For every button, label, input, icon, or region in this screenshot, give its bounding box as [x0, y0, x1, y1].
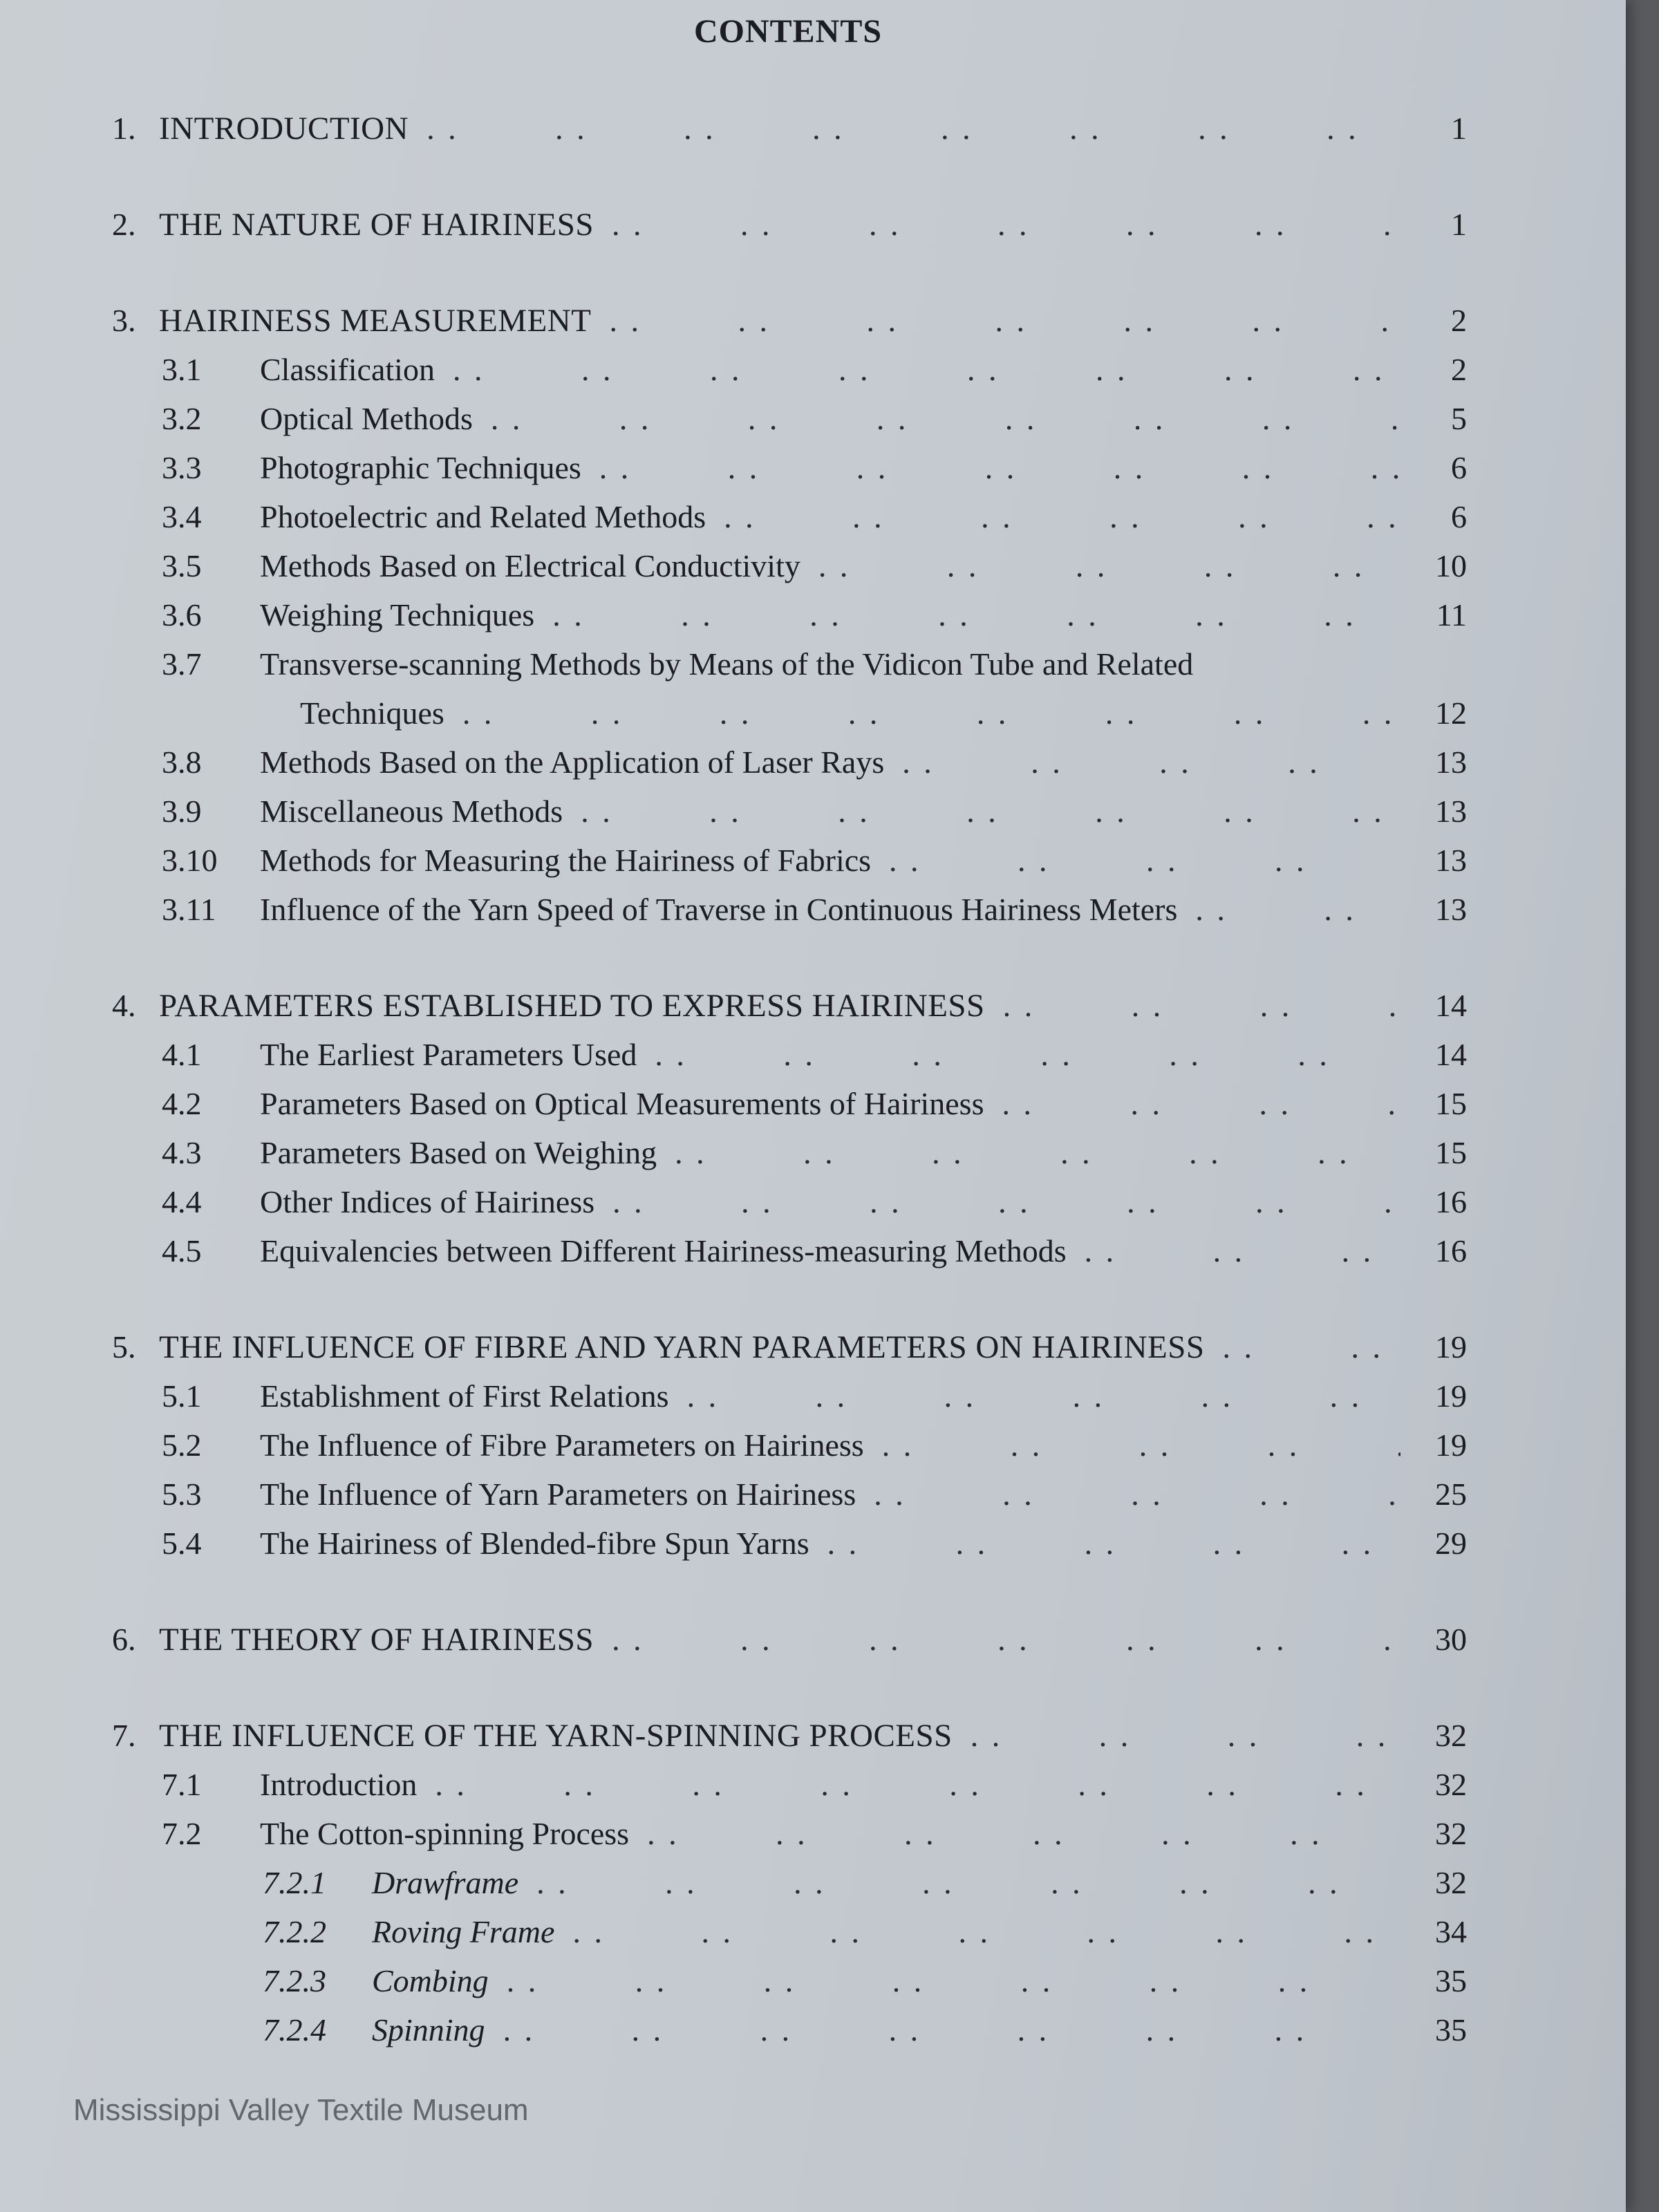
dot-leader — [462, 688, 1400, 738]
dot-leader — [427, 104, 1400, 153]
toc-entry-number: 4.3 — [162, 1135, 202, 1170]
dot-leader — [453, 345, 1400, 394]
toc-entry-label: PARAMETERS ESTABLISHED TO EXPRESS HAIRINESS — [159, 988, 985, 1024]
toc-entry-page: 5 — [1451, 401, 1467, 436]
toc-entry-number: 3.5 — [162, 548, 202, 583]
table-of-contents — [0, 104, 1626, 2054]
toc-entry-label: Photoelectric and Related Methods — [260, 499, 706, 534]
toc-entry — [0, 1470, 1626, 1519]
toc-entry-number: 7.2.4 — [263, 2012, 326, 2047]
dot-leader — [609, 296, 1400, 345]
toc-entry-page: 19 — [1435, 1378, 1467, 1414]
toc-entry-page: 32 — [1435, 1718, 1467, 1753]
toc-entry — [0, 1079, 1626, 1128]
toc-entry-page: 19 — [1435, 1427, 1467, 1463]
toc-entry-number: 7.2 — [162, 1816, 202, 1851]
dot-leader — [581, 787, 1400, 836]
toc-entry-number: 5.2 — [162, 1427, 202, 1463]
toc-entry-label: THE NATURE OF HAIRINESS — [159, 207, 594, 243]
toc-entry-label: Techniques — [300, 695, 444, 731]
toc-entry-label: The Earliest Parameters Used — [260, 1037, 637, 1072]
dot-leader — [552, 590, 1400, 639]
toc-entry-page: 32 — [1435, 1865, 1467, 1900]
toc-entry-number: 5. — [112, 1329, 136, 1365]
toc-entry — [0, 1177, 1626, 1226]
toc-entry-number: 4.2 — [162, 1086, 202, 1121]
toc-entry-page: 13 — [1435, 892, 1467, 927]
dot-leader — [1003, 981, 1400, 1030]
dot-leader — [889, 836, 1400, 885]
toc-entry-page: 32 — [1435, 1767, 1467, 1802]
dot-leader — [536, 1858, 1400, 1907]
toc-entry-page: 12 — [1435, 695, 1467, 731]
toc-entry-number: 3.11 — [162, 892, 216, 927]
toc-entry-page: 2 — [1451, 303, 1467, 338]
toc-entry — [0, 1128, 1626, 1177]
toc-entry-number: 5.4 — [162, 1526, 202, 1561]
toc-entry-label: Weighing Techniques — [260, 597, 535, 632]
toc-entry-page: 35 — [1435, 2012, 1467, 2047]
toc-entry-number: 7.2.2 — [263, 1914, 326, 1949]
dot-leader — [503, 2005, 1400, 2054]
dot-leader — [1223, 1322, 1401, 1371]
toc-entry-page: 30 — [1435, 1622, 1467, 1657]
toc-entry-number: 3.1 — [162, 352, 202, 387]
toc-entry — [0, 443, 1626, 492]
toc-entry-number: 3.10 — [162, 843, 218, 878]
toc-entry — [0, 1956, 1626, 2005]
watermark: Mississippi Valley Textile Museum — [73, 2093, 529, 2127]
toc-entry-label: THE THEORY OF HAIRINESS — [159, 1622, 594, 1658]
toc-entry-number: 3.8 — [162, 744, 202, 780]
toc-entry-page: 15 — [1435, 1135, 1467, 1170]
toc-entry — [0, 541, 1626, 590]
toc-entry — [0, 1809, 1626, 1858]
toc-entry — [0, 345, 1626, 394]
toc-entry — [0, 492, 1626, 541]
toc-entry-page: 19 — [1435, 1329, 1467, 1365]
dot-leader — [687, 1371, 1400, 1421]
toc-entry-number: 4.4 — [162, 1184, 202, 1219]
toc-entry-label: Other Indices of Hairiness — [260, 1184, 595, 1219]
toc-entry-number: 3. — [112, 303, 136, 338]
toc-entry-label: THE INFLUENCE OF FIBRE AND YARN PARAMETERS ON HAIRINESS — [159, 1329, 1205, 1365]
toc-entry-page: 2 — [1451, 352, 1467, 387]
dot-leader — [1195, 885, 1400, 934]
toc-entry-number: 5.1 — [162, 1378, 202, 1414]
toc-entry-page: 15 — [1435, 1086, 1467, 1121]
contents-title: CONTENTS — [693, 13, 883, 50]
toc-entry — [0, 2005, 1626, 2054]
toc-entry-number: 3.3 — [162, 450, 202, 485]
toc-entry — [0, 981, 1626, 1030]
dot-leader — [655, 1030, 1400, 1079]
toc-entry-page: 14 — [1435, 988, 1467, 1023]
toc-entry-page: 25 — [1435, 1477, 1467, 1512]
toc-entry — [0, 885, 1626, 934]
toc-entry-label: INTRODUCTION — [159, 111, 409, 147]
dot-leader — [675, 1128, 1400, 1177]
dot-leader — [491, 394, 1400, 443]
toc-entry-label: The Influence of Fibre Parameters on Hairiness — [260, 1427, 864, 1463]
toc-entry-label: HAIRINESS MEASUREMENT — [159, 303, 592, 339]
toc-entry-page: 32 — [1435, 1816, 1467, 1851]
toc-entry-label: Introduction — [260, 1767, 418, 1802]
toc-entry — [0, 688, 1626, 738]
toc-entry-label: Roving Frame — [372, 1914, 555, 1949]
toc-entry-page: 13 — [1435, 744, 1467, 780]
toc-entry — [0, 1519, 1626, 1568]
toc-entry — [0, 738, 1626, 787]
dot-leader — [971, 1711, 1400, 1760]
toc-entry-page: 6 — [1451, 499, 1467, 534]
toc-entry — [0, 1322, 1626, 1371]
dot-leader — [647, 1809, 1400, 1858]
toc-entry-number: 4.5 — [162, 1233, 202, 1268]
dot-leader — [612, 1615, 1400, 1664]
dot-leader — [874, 1470, 1400, 1519]
toc-entry-number: 4.1 — [162, 1037, 202, 1072]
toc-entry — [0, 200, 1626, 249]
dot-leader — [612, 1177, 1400, 1226]
toc-entry-label: Optical Methods — [260, 401, 473, 436]
toc-entry-page: 10 — [1435, 548, 1467, 583]
toc-entry-label: The Hairiness of Blended-fibre Spun Yarns — [260, 1526, 809, 1561]
toc-entry — [0, 296, 1626, 345]
toc-entry — [0, 1760, 1626, 1809]
toc-entry-label: Miscellaneous Methods — [260, 794, 563, 829]
dot-leader — [572, 1907, 1400, 1956]
toc-entry — [0, 787, 1626, 836]
toc-entry-number: 4. — [112, 988, 136, 1023]
toc-entry-label: Spinning — [372, 2012, 485, 2047]
toc-entry-page: 1 — [1451, 111, 1467, 146]
toc-entry-page: 11 — [1436, 597, 1467, 632]
toc-entry — [0, 1030, 1626, 1079]
toc-entry-number: 6. — [112, 1622, 136, 1657]
toc-entry-number: 5.3 — [162, 1477, 202, 1512]
toc-entry-label: THE INFLUENCE OF THE YARN-SPINNING PROCESS — [159, 1718, 953, 1754]
toc-entry-number: 7.2.1 — [263, 1865, 326, 1900]
dot-leader — [507, 1956, 1400, 2005]
toc-entry — [0, 1858, 1626, 1907]
dot-leader — [818, 541, 1400, 590]
toc-entry-number: 3.7 — [162, 646, 202, 682]
dot-leader — [435, 1760, 1400, 1809]
toc-entry-number: 7.2.3 — [263, 1963, 326, 1998]
toc-entry — [0, 1907, 1626, 1956]
toc-entry-page: 13 — [1435, 843, 1467, 878]
toc-entry — [0, 1371, 1626, 1421]
toc-entry-number: 3.9 — [162, 794, 202, 829]
toc-entry-page: 16 — [1435, 1184, 1467, 1219]
toc-entry-page: 35 — [1435, 1963, 1467, 1998]
toc-entry-label: Classification — [260, 352, 435, 387]
toc-entry-label: The Cotton-spinning Process — [260, 1816, 630, 1851]
toc-entry-label: Photographic Techniques — [260, 450, 581, 485]
toc-entry-label: Methods Based on Electrical Conductivity — [260, 548, 800, 583]
toc-entry-label: Parameters Based on Weighing — [260, 1135, 657, 1170]
toc-entry — [0, 639, 1626, 688]
dot-leader — [1002, 1079, 1400, 1128]
toc-entry — [0, 394, 1626, 443]
toc-entry-label: Equivalencies between Different Hairiness-measuring Methods — [260, 1233, 1067, 1268]
toc-entry-page: 13 — [1435, 794, 1467, 829]
toc-entry-number: 1. — [112, 111, 136, 146]
toc-entry — [0, 1421, 1626, 1470]
toc-entry-page: 1 — [1451, 207, 1467, 242]
toc-entry-label: Establishment of First Relations — [260, 1378, 669, 1414]
dot-leader — [882, 1421, 1400, 1470]
toc-entry-label: The Influence of Yarn Parameters on Hairiness — [260, 1477, 856, 1512]
dot-leader — [1085, 1226, 1400, 1275]
toc-entry — [0, 1615, 1626, 1664]
dot-leader — [902, 738, 1400, 787]
toc-entry-label: Influence of the Yarn Speed of Traverse in Continuous Hairiness Meters — [260, 892, 1178, 927]
toc-entry-label: Drawframe — [372, 1865, 519, 1900]
toc-entry-number: 3.6 — [162, 597, 202, 632]
toc-entry-page: 6 — [1451, 450, 1467, 485]
dot-leader — [599, 443, 1400, 492]
toc-entry — [0, 836, 1626, 885]
dot-leader — [724, 492, 1400, 541]
toc-entry — [0, 1226, 1626, 1275]
toc-entry-label: Methods Based on the Application of Laser Rays — [260, 744, 885, 780]
toc-entry-page: 29 — [1435, 1526, 1467, 1561]
toc-entry-number: 7. — [112, 1718, 136, 1753]
dot-leader — [612, 200, 1400, 249]
dot-leader — [827, 1519, 1400, 1568]
toc-entry-label: Transverse-scanning Methods by Means of the Vidicon Tube and Related — [260, 646, 1194, 682]
toc-entry-page: 16 — [1435, 1233, 1467, 1268]
toc-entry-number: 3.2 — [162, 401, 202, 436]
toc-entry-page: 34 — [1435, 1914, 1467, 1949]
toc-entry — [0, 104, 1626, 153]
toc-entry-number: 2. — [112, 207, 136, 242]
toc-entry-number: 3.4 — [162, 499, 202, 534]
toc-entry — [0, 590, 1626, 639]
toc-entry-label: Parameters Based on Optical Measurements of Hairiness — [260, 1086, 984, 1121]
toc-entry-page: 14 — [1435, 1037, 1467, 1072]
toc-entry-number: 7.1 — [162, 1767, 202, 1802]
toc-entry-label: Combing — [372, 1963, 489, 1998]
toc-entry-label: Methods for Measuring the Hairiness of Fabrics — [260, 843, 872, 878]
toc-entry — [0, 1711, 1626, 1760]
